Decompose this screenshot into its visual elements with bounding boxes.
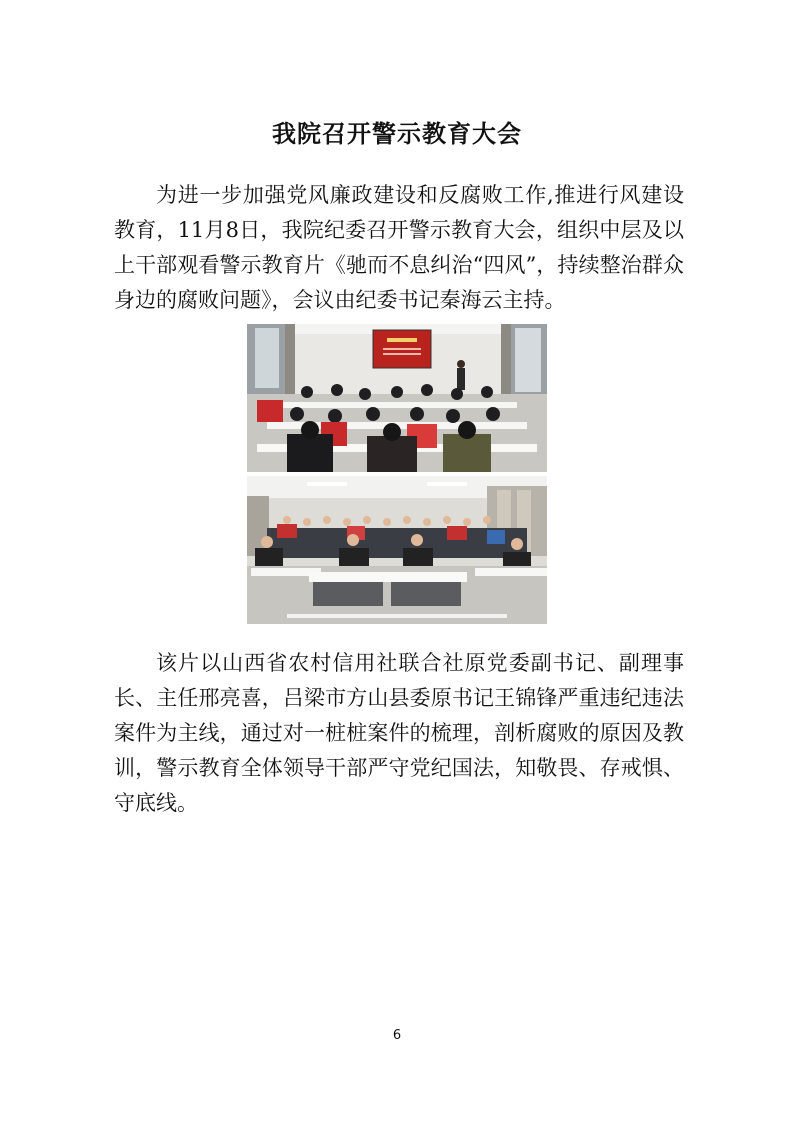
page-number: 6 — [392, 1028, 402, 1043]
paragraph-intro: 为进一步加强党风廉政建设和反腐败工作,推进行风建设教育，11月8日，我院纪委召开警示教育大会，组织中层及以上干部观看警示教育片《驰而不息纠治“四风”，持续整治群众身边的腐败问题》，会议由纪委书记秦海云主持。 — [114, 183, 684, 312]
paragraph-film-summary: 该片以山西省农村信用社联合社原党委副书记、副理事长、主任邢亮喜，吕梁市方山县委原书记王锦锋严重违纪违法案件为主线，通过对一桩桩案件的梳理，剖析腐败的原因及教训，警示教育全体领导干部严守党纪国法，知敬畏、存戒惧、守底线。 — [114, 651, 684, 815]
document-title: 我院召开警示教育大会 — [272, 119, 522, 149]
meeting-photo-audience-front — [247, 476, 547, 624]
meeting-photo-audience-back — [247, 324, 547, 472]
